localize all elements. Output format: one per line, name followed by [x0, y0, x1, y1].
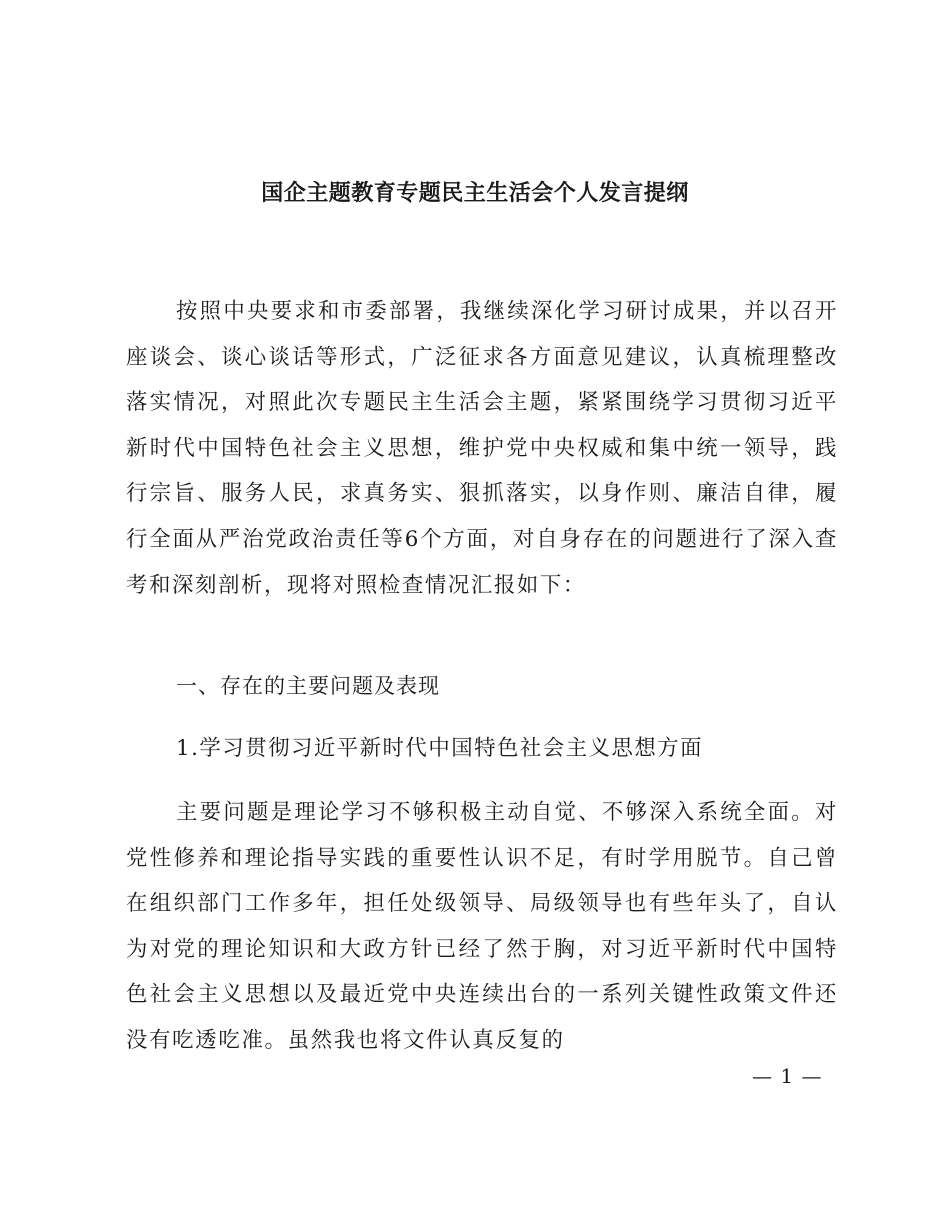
document-title: 国企主题教育专题民主生活会个人发言提纲 — [261, 180, 689, 206]
intro-paragraph: 按照中央要求和市委部署，我继续深化学习研讨成果，并以召开座谈会、谈心谈话等形式，广泛征求各方面意见建议，认真梳理整改落实情况，对照此次专题民主生活会主题，紧紧围绕学习贯彻习近平新时代中国特色社会主义思想，维护党中央权威和集中统一领导，践行宗旨、服务人民，求真务实、狠抓落实，以身作则、廉洁自律，履行全面从严治党政治责任等6个方面，对自身存在的问题进行了深入查考和深刻剖析，现将对照检查情况汇报如下： — [126, 299, 838, 598]
section-heading: 一、存在的主要问题及表现 — [176, 674, 440, 698]
problem-paragraph: 主要问题是理论学习不够积极主动自觉、不够深入系统全面。对党性修养和理论指导实践的重要性认识不足，有时学用脱节。自己曾在组织部门工作多年，担任处级领导、局级领导也有些年头了，自认为对党的理论知识和大政方针已经了然于胸，对习近平新时代中国特色社会主义思想以及最近党中央连续出台的一系列关键性政策文件还没有吃透吃准。虽然我也将文件认真反复的 — [126, 800, 838, 1053]
page-number: — 1 — — [752, 1064, 823, 1088]
subsection-heading: 1.学习贯彻习近平新时代中国特色社会主义思想方面 — [176, 736, 704, 761]
